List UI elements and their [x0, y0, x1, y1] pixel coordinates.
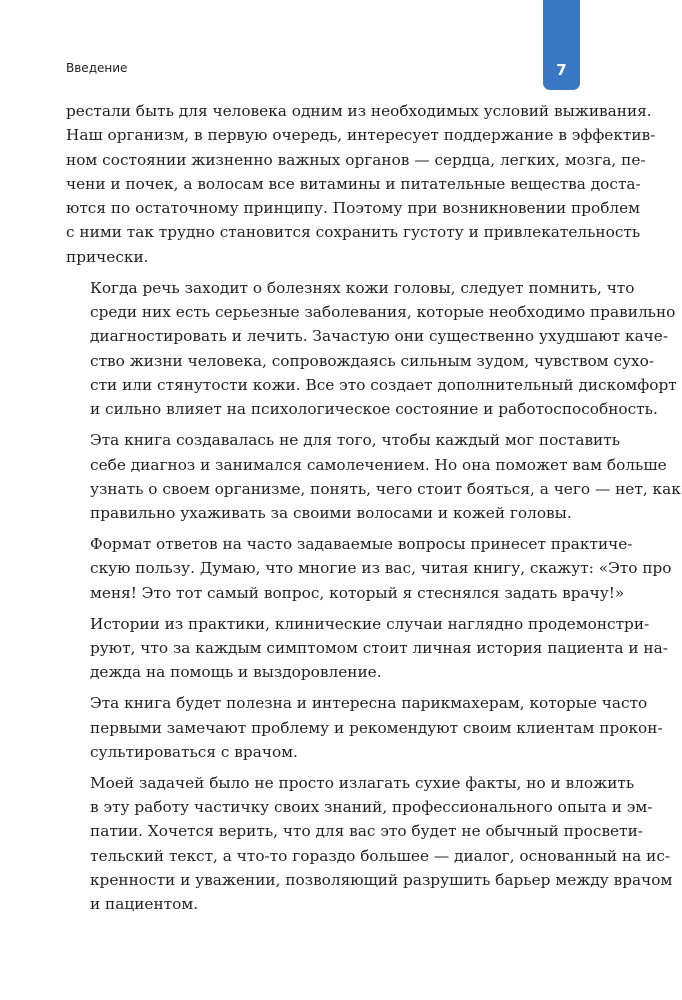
text-line: скую пользу. Думаю, что многие из вас, читая книгу, скажут: «Это про [90, 559, 672, 578]
text-line: диагностировать и лечить. Зачастую они существенно ухудшают каче- [90, 327, 669, 346]
paragraph [66, 532, 672, 605]
text-line: рестали быть для человека одним из необходимых условий выживания. [66, 102, 652, 120]
text-line: Моей задачей было не просто излагать сухие факты, но и вложить [90, 773, 635, 792]
text-line: сультироваться с врачом. [90, 742, 298, 761]
text-line: узнать о своем организме, понять, чего стоит бояться, а чего — нет, как [90, 479, 681, 498]
text-line: дежда на помощь и выздоровление. [90, 663, 382, 682]
text-line: среди них есть серьезные заболевания, которые необходимо правильно [90, 303, 676, 322]
text-line: прически. [66, 247, 149, 266]
paragraph [66, 276, 677, 422]
text-line: с ними так трудно становится сохранить густоту и привлекательность [66, 223, 641, 242]
paragraph [66, 771, 673, 917]
text-line: тельский текст, а что-то гораздо большее — диалог, основанный на ис- [90, 846, 671, 865]
text-line: Эта книга будет полезна и интересна парикмахерам, которые часто [90, 694, 648, 713]
paragraph [66, 691, 663, 764]
text-line: ном состоянии жизненно важных органов — сердца, легких, мозга, пе- [66, 150, 646, 169]
body-text [66, 99, 681, 923]
text-line: себе диагноз и занимался самолечением. Но она поможет вам больше [90, 455, 667, 474]
text-line: Эта книга создавалась не для того, чтобы каждый мог поставить [90, 431, 621, 450]
text-line: сти или стянутости кожи. Все это создает дополнительный дискомфорт [90, 375, 677, 394]
text-line: первыми замечают проблему и рекомендуют своим клиентам прокон- [90, 718, 663, 737]
text-line: и пациентом. [90, 895, 199, 914]
paragraph [66, 612, 668, 685]
text-line: в эту работу частичку своих знаний, профессионального опыта и эм- [90, 798, 653, 817]
text-line: меня! Это тот самый вопрос, который я стеснялся задать врачу!» [90, 583, 625, 602]
page-number: 7 [556, 61, 567, 79]
text-line: руют, что за каждым симптомом стоит личная история пациента и на- [90, 638, 668, 657]
paragraph [66, 99, 656, 269]
page-number-tab [543, 0, 580, 90]
text-line: правильно ухаживать за своими волосами и кожей головы. [90, 504, 572, 523]
text-line: ство жизни человека, сопровождаясь сильным зудом, чувством сухо- [90, 351, 654, 370]
text-line: Истории из практики, клинические случаи наглядно продемонстри- [90, 614, 650, 633]
text-line: и сильно влияет на психологическое состояние и работоспособность. [90, 400, 658, 419]
running-head: Введение [66, 61, 128, 75]
paragraph [66, 428, 681, 525]
text-line: ются по остаточному принципу. Поэтому при возникновении проблем [66, 199, 641, 218]
text-line: Формат ответов на часто задаваемые вопросы принесет практиче- [90, 535, 633, 554]
text-line: кренности и уважении, позволяющий разрушить барьер между врачом [90, 871, 673, 890]
text-line: чени и почек, а волосам все витамины и питательные вещества доста- [66, 174, 641, 193]
text-line: Когда речь заходит о болезнях кожи головы, следует помнить, что [90, 278, 635, 297]
text-line: Наш организм, в первую очередь, интересует поддержание в эффектив- [66, 126, 656, 145]
text-line: патии. Хочется верить, что для вас это будет не обычный просвети- [90, 822, 643, 841]
